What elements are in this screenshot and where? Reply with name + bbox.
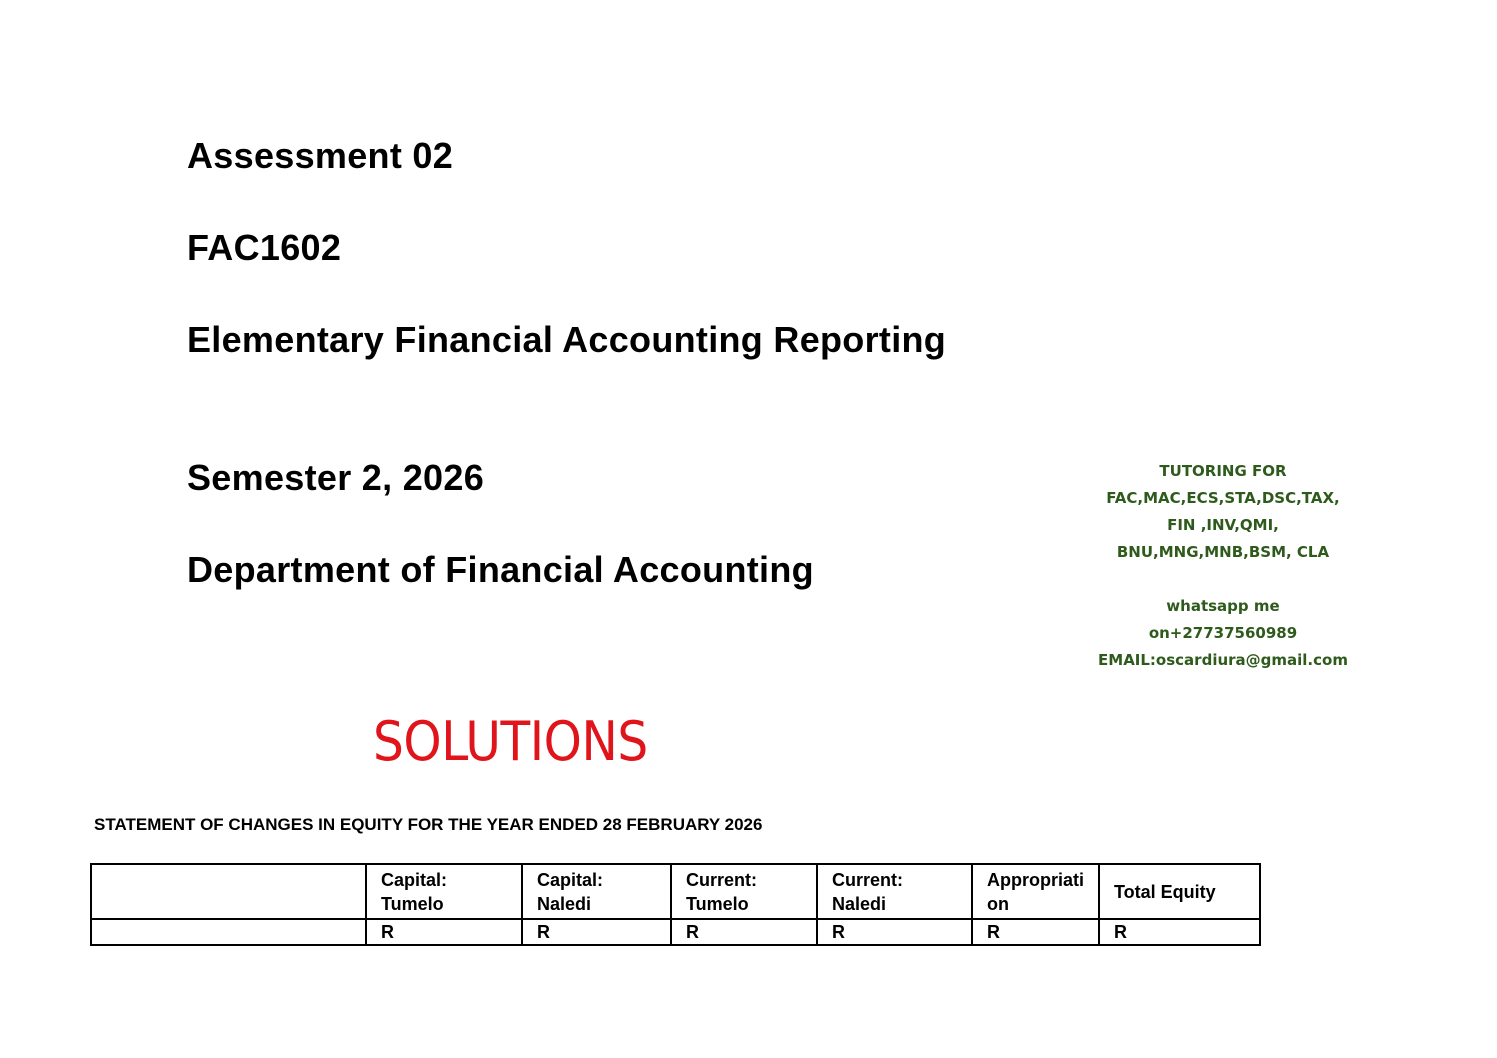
tutoring-line: TUTORING FOR [1159,462,1287,480]
spacer [1083,566,1363,593]
assessment-title: Assessment 02 [187,135,454,176]
solutions-heading: SOLUTIONS [373,710,648,773]
units-cell: R [1099,919,1260,945]
units-cell-blank [91,919,366,945]
header-cell-current-tumelo: Current: Tumelo [671,864,817,919]
units-cell: R [972,919,1099,945]
email-address: EMAIL:oscardiura@gmail.com [1098,651,1348,669]
units-cell: R [817,919,972,945]
tutoring-subjects-line: FAC,MAC,ECS,STA,DSC,TAX, [1106,489,1340,507]
whatsapp-line: whatsapp me [1166,597,1280,615]
header-cell-current-naledi: Current: Naledi [817,864,972,919]
header-cell-capital-tumelo: Capital: Tumelo [366,864,522,919]
table-header-row [91,864,1260,919]
statement-title: STATEMENT OF CHANGES IN EQUITY FOR THE YEAR ENDED 28 FEBRUARY 2026 [94,815,763,834]
units-cell: R [366,919,522,945]
phone-number: on+27737560989 [1148,624,1298,642]
header-cell-total-equity: Total Equity [1099,864,1260,919]
equity-table [90,863,1261,946]
units-cell: R [522,919,671,945]
tutoring-subjects-line: BNU,MNG,MNB,BSM, CLA [1116,543,1330,561]
tutoring-advert [1083,458,1363,674]
module-name: Elementary Financial Accounting Reporting [187,319,947,360]
header-cell-blank [91,864,366,919]
department: Department of Financial Accounting [187,549,814,590]
header-cell-capital-naledi: Capital: Naledi [522,864,671,919]
module-code: FAC1602 [187,227,342,268]
semester: Semester 2, 2026 [187,457,485,498]
table-units-row [91,919,1260,945]
header-cell-appropriation: Appropriati on [972,864,1099,919]
units-cell: R [671,919,817,945]
tutoring-subjects-line: FIN ,INV,QMI, [1167,516,1279,534]
